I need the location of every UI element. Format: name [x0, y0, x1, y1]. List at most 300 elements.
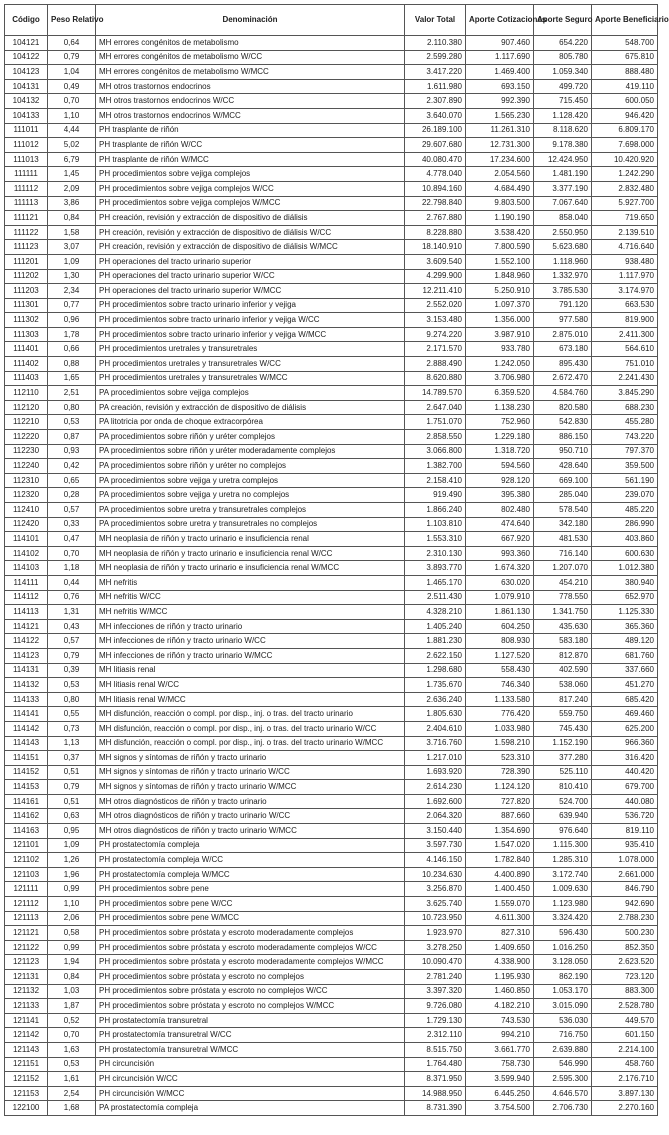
- table-row: [5, 123, 658, 138]
- cell-peso-relativo: 1,09: [48, 254, 96, 269]
- cell-aporte-cotizaciones: 1.079.910: [466, 590, 534, 605]
- cell-aporte-cotizaciones: 1.318.720: [466, 444, 534, 459]
- table-row: [5, 400, 658, 415]
- cell-aporte-beneficiario: 719.650: [592, 211, 658, 226]
- cell-denominacion: PH prostatectomía compleja W/CC: [96, 853, 405, 868]
- table-row: [5, 619, 658, 634]
- table-row: [5, 444, 658, 459]
- cell-denominacion: PH procedimientos sobre próstata y escroto no complejos W/MCC: [96, 999, 405, 1014]
- cell-denominacion: PH creación, revisión y extracción de dispositivo de diálisis W/CC: [96, 225, 405, 240]
- cell-valor-total: 3.597.730: [405, 838, 466, 853]
- cell-aporte-seguro: 2.672.470: [534, 371, 592, 386]
- cell-peso-relativo: 3,07: [48, 240, 96, 255]
- cell-aporte-seguro: 3.324.420: [534, 911, 592, 926]
- cell-aporte-seguro: 1.285.310: [534, 853, 592, 868]
- cell-codigo: 121131: [5, 970, 48, 985]
- table-row: [5, 386, 658, 401]
- cell-codigo: 111301: [5, 298, 48, 313]
- cell-codigo: 114122: [5, 634, 48, 649]
- cell-valor-total: 26.189.100: [405, 123, 466, 138]
- cell-peso-relativo: 0,53: [48, 415, 96, 430]
- cell-aporte-cotizaciones: 1.861.130: [466, 605, 534, 620]
- cell-denominacion: MH neoplasia de riñón y tracto urinario e insuficiencia renal W/MCC: [96, 561, 405, 576]
- cell-codigo: 114132: [5, 678, 48, 693]
- cell-aporte-seguro: 578.540: [534, 503, 592, 518]
- cell-peso-relativo: 0,79: [48, 50, 96, 65]
- cell-aporte-beneficiario: 2.270.160: [592, 1101, 658, 1116]
- cell-valor-total: 2.858.550: [405, 430, 466, 445]
- cell-aporte-seguro: 1.128.420: [534, 108, 592, 123]
- cell-aporte-seguro: 1.332.970: [534, 269, 592, 284]
- cell-codigo: 121113: [5, 911, 48, 926]
- header-denominacion: Denominación: [96, 5, 405, 36]
- cell-peso-relativo: 1,45: [48, 167, 96, 182]
- cell-aporte-beneficiario: 500.230: [592, 926, 658, 941]
- table-row: [5, 503, 658, 518]
- cell-aporte-beneficiario: 1.242.290: [592, 167, 658, 182]
- cell-codigo: 112420: [5, 517, 48, 532]
- cell-aporte-beneficiario: 942.690: [592, 897, 658, 912]
- cell-aporte-beneficiario: 600.630: [592, 546, 658, 561]
- cell-aporte-seguro: 454.210: [534, 575, 592, 590]
- cell-aporte-cotizaciones: 758.730: [466, 1057, 534, 1072]
- cell-codigo: 104123: [5, 65, 48, 80]
- cell-aporte-seguro: 5.623.680: [534, 240, 592, 255]
- cell-peso-relativo: 0,42: [48, 459, 96, 474]
- cell-aporte-beneficiario: 561.190: [592, 473, 658, 488]
- cell-codigo: 114151: [5, 751, 48, 766]
- cell-aporte-beneficiario: 935.410: [592, 838, 658, 853]
- cell-codigo: 114112: [5, 590, 48, 605]
- cell-denominacion: MH neoplasia de riñón y tracto urinario e insuficiencia renal W/CC: [96, 546, 405, 561]
- cell-peso-relativo: 0,55: [48, 707, 96, 722]
- cell-aporte-seguro: 820.580: [534, 400, 592, 415]
- cell-codigo: 112120: [5, 400, 48, 415]
- cell-codigo: 114131: [5, 663, 48, 678]
- cell-aporte-beneficiario: 3.174.970: [592, 284, 658, 299]
- cell-denominacion: PH operaciones del tracto urinario superior W/CC: [96, 269, 405, 284]
- cell-codigo: 111013: [5, 152, 48, 167]
- cell-peso-relativo: 0,64: [48, 36, 96, 51]
- cell-peso-relativo: 0,73: [48, 721, 96, 736]
- cell-aporte-cotizaciones: 1.469.400: [466, 65, 534, 80]
- cell-aporte-beneficiario: 286.990: [592, 517, 658, 532]
- cell-peso-relativo: 1,87: [48, 999, 96, 1014]
- cell-aporte-seguro: 559.750: [534, 707, 592, 722]
- cell-aporte-beneficiario: 455.280: [592, 415, 658, 430]
- cell-aporte-cotizaciones: 746.340: [466, 678, 534, 693]
- cell-valor-total: 2.622.150: [405, 648, 466, 663]
- cell-denominacion: PA litotricia por onda de choque extracorpórea: [96, 415, 405, 430]
- header-codigo: Código: [5, 5, 48, 36]
- cell-valor-total: 4.299.900: [405, 269, 466, 284]
- cell-denominacion: PH creación, revisión y extracción de dispositivo de diálisis W/MCC: [96, 240, 405, 255]
- cell-aporte-cotizaciones: 604.250: [466, 619, 534, 634]
- cell-valor-total: 3.609.540: [405, 254, 466, 269]
- table-row: [5, 1057, 658, 1072]
- cell-aporte-cotizaciones: 1.400.450: [466, 882, 534, 897]
- cell-valor-total: 14.789.570: [405, 386, 466, 401]
- cell-valor-total: 10.723.950: [405, 911, 466, 926]
- cell-aporte-beneficiario: 1.012.380: [592, 561, 658, 576]
- cell-aporte-cotizaciones: 1.097.370: [466, 298, 534, 313]
- cell-peso-relativo: 0,96: [48, 313, 96, 328]
- cell-aporte-seguro: 2.595.300: [534, 1072, 592, 1087]
- cell-aporte-beneficiario: 3.845.290: [592, 386, 658, 401]
- table-row: [5, 984, 658, 999]
- cell-aporte-cotizaciones: 1.033.980: [466, 721, 534, 736]
- cell-aporte-seguro: 1.123.980: [534, 897, 592, 912]
- cell-valor-total: 22.798.840: [405, 196, 466, 211]
- cell-denominacion: PA procedimientos sobre riñón y uréter moderadamente complejos: [96, 444, 405, 459]
- cell-aporte-beneficiario: 1.078.000: [592, 853, 658, 868]
- cell-denominacion: MH signos y síntomas de riñón y tracto urinario W/MCC: [96, 780, 405, 795]
- cell-aporte-beneficiario: 2.832.480: [592, 181, 658, 196]
- table-row: [5, 1101, 658, 1116]
- cell-aporte-seguro: 538.060: [534, 678, 592, 693]
- cell-peso-relativo: 0,57: [48, 634, 96, 649]
- cell-aporte-cotizaciones: 1.138.230: [466, 400, 534, 415]
- table-row: [5, 765, 658, 780]
- table-row: [5, 648, 658, 663]
- cell-codigo: 114143: [5, 736, 48, 751]
- cell-aporte-beneficiario: 846.790: [592, 882, 658, 897]
- cell-aporte-cotizaciones: 5.250.910: [466, 284, 534, 299]
- cell-peso-relativo: 1,10: [48, 897, 96, 912]
- cell-peso-relativo: 1,30: [48, 269, 96, 284]
- cell-codigo: 111111: [5, 167, 48, 182]
- cell-codigo: 111011: [5, 123, 48, 138]
- cell-valor-total: 3.625.740: [405, 897, 466, 912]
- cell-aporte-beneficiario: 403.860: [592, 532, 658, 547]
- cell-peso-relativo: 0,70: [48, 94, 96, 109]
- cell-aporte-seguro: 2.550.950: [534, 225, 592, 240]
- cell-codigo: 104122: [5, 50, 48, 65]
- cell-valor-total: 14.988.950: [405, 1086, 466, 1101]
- cell-aporte-beneficiario: 797.370: [592, 444, 658, 459]
- cell-aporte-seguro: 2.706.730: [534, 1101, 592, 1116]
- cell-aporte-cotizaciones: 7.800.590: [466, 240, 534, 255]
- table-row: [5, 707, 658, 722]
- cell-codigo: 111302: [5, 313, 48, 328]
- cell-codigo: 114111: [5, 575, 48, 590]
- cell-valor-total: 3.278.250: [405, 940, 466, 955]
- cell-peso-relativo: 0,52: [48, 1013, 96, 1028]
- cell-aporte-beneficiario: 819.900: [592, 313, 658, 328]
- cell-aporte-seguro: 654.220: [534, 36, 592, 51]
- cell-aporte-cotizaciones: 1.190.190: [466, 211, 534, 226]
- cell-codigo: 111401: [5, 342, 48, 357]
- cell-aporte-cotizaciones: 727.820: [466, 794, 534, 809]
- cell-valor-total: 1.298.680: [405, 663, 466, 678]
- cell-codigo: 114163: [5, 824, 48, 839]
- cell-aporte-seguro: 895.430: [534, 357, 592, 372]
- cell-aporte-beneficiario: 2.139.510: [592, 225, 658, 240]
- table-row: [5, 692, 658, 707]
- cell-aporte-seguro: 950.710: [534, 444, 592, 459]
- cell-aporte-seguro: 536.030: [534, 1013, 592, 1028]
- cell-valor-total: 1.611.980: [405, 79, 466, 94]
- cell-denominacion: MH nefritis W/MCC: [96, 605, 405, 620]
- table-row: [5, 65, 658, 80]
- cell-peso-relativo: 0,44: [48, 575, 96, 590]
- cell-aporte-seguro: 1.207.070: [534, 561, 592, 576]
- cell-aporte-seguro: 546.990: [534, 1057, 592, 1072]
- cell-codigo: 121103: [5, 867, 48, 882]
- cell-aporte-seguro: 1.059.340: [534, 65, 592, 80]
- table-row: [5, 254, 658, 269]
- cell-denominacion: PH procedimientos sobre próstata y escroto moderadamente complejos: [96, 926, 405, 941]
- cell-valor-total: 1.735.670: [405, 678, 466, 693]
- cell-aporte-cotizaciones: 395.380: [466, 488, 534, 503]
- cell-aporte-cotizaciones: 474.640: [466, 517, 534, 532]
- cell-peso-relativo: 1,61: [48, 1072, 96, 1087]
- cell-denominacion: PA prostatectomía compleja: [96, 1101, 405, 1116]
- cell-aporte-cotizaciones: 17.234.600: [466, 152, 534, 167]
- header-aporte-beneficiario: Aporte Beneficiario: [592, 5, 658, 36]
- cell-denominacion: PH procedimientos sobre próstata y escroto no complejos W/CC: [96, 984, 405, 999]
- cell-aporte-beneficiario: 449.570: [592, 1013, 658, 1028]
- cell-codigo: 114133: [5, 692, 48, 707]
- cell-denominacion: PA procedimientos sobre uretra y transuretrales no complejos: [96, 517, 405, 532]
- cell-denominacion: MH infecciones de riñón y tracto urinario: [96, 619, 405, 634]
- cell-aporte-seguro: 810.410: [534, 780, 592, 795]
- cell-codigo: 121132: [5, 984, 48, 999]
- cell-aporte-seguro: 1.341.750: [534, 605, 592, 620]
- cell-codigo: 112210: [5, 415, 48, 430]
- cell-codigo: 104131: [5, 79, 48, 94]
- cell-valor-total: 3.893.770: [405, 561, 466, 576]
- cell-aporte-seguro: 583.180: [534, 634, 592, 649]
- cell-denominacion: PH procedimientos uretrales y transuretrales W/CC: [96, 357, 405, 372]
- cell-valor-total: 1.465.170: [405, 575, 466, 590]
- table-row: [5, 882, 658, 897]
- cell-denominacion: PH prostatectomía compleja: [96, 838, 405, 853]
- cell-aporte-beneficiario: 451.270: [592, 678, 658, 693]
- cell-denominacion: MH neoplasia de riñón y tracto urinario e insuficiencia renal: [96, 532, 405, 547]
- table-row: [5, 911, 658, 926]
- cell-valor-total: 8.371.950: [405, 1072, 466, 1087]
- cell-codigo: 112220: [5, 430, 48, 445]
- cell-denominacion: PH procedimientos sobre próstata y escroto no complejos: [96, 970, 405, 985]
- cell-denominacion: PH procedimientos sobre pene W/CC: [96, 897, 405, 912]
- cell-valor-total: 3.640.070: [405, 108, 466, 123]
- cell-valor-total: 10.090.470: [405, 955, 466, 970]
- cell-aporte-seguro: 499.720: [534, 79, 592, 94]
- cell-aporte-cotizaciones: 1.356.000: [466, 313, 534, 328]
- cell-codigo: 104133: [5, 108, 48, 123]
- cell-peso-relativo: 1,10: [48, 108, 96, 123]
- cell-codigo: 112410: [5, 503, 48, 518]
- cell-aporte-seguro: 805.780: [534, 50, 592, 65]
- cell-aporte-cotizaciones: 1.552.100: [466, 254, 534, 269]
- cell-aporte-seguro: 7.067.640: [534, 196, 592, 211]
- cell-aporte-cotizaciones: 887.660: [466, 809, 534, 824]
- cell-peso-relativo: 0,57: [48, 503, 96, 518]
- cell-codigo: 104121: [5, 36, 48, 51]
- cell-aporte-seguro: 8.118.620: [534, 123, 592, 138]
- cell-denominacion: MH litiasis renal W/CC: [96, 678, 405, 693]
- cell-peso-relativo: 3,86: [48, 196, 96, 211]
- cell-aporte-seguro: 977.580: [534, 313, 592, 328]
- cell-valor-total: 2.310.130: [405, 546, 466, 561]
- cell-valor-total: 8.228.880: [405, 225, 466, 240]
- cell-peso-relativo: 1,18: [48, 561, 96, 576]
- cell-valor-total: 10.234.630: [405, 867, 466, 882]
- cell-aporte-seguro: 596.430: [534, 926, 592, 941]
- cell-peso-relativo: 0,80: [48, 400, 96, 415]
- cell-peso-relativo: 1,26: [48, 853, 96, 868]
- table-row: [5, 590, 658, 605]
- cell-denominacion: PH procedimientos sobre tracto urinario inferior y vejiga: [96, 298, 405, 313]
- cell-aporte-beneficiario: 359.500: [592, 459, 658, 474]
- cell-valor-total: 1.805.630: [405, 707, 466, 722]
- cell-codigo: 111113: [5, 196, 48, 211]
- cell-denominacion: PH procedimientos sobre vejiga complejos: [96, 167, 405, 182]
- cell-peso-relativo: 0,53: [48, 1057, 96, 1072]
- table-row: [5, 371, 658, 386]
- header-row: [5, 5, 658, 36]
- cell-aporte-beneficiario: 458.760: [592, 1057, 658, 1072]
- cell-codigo: 114162: [5, 809, 48, 824]
- cell-aporte-seguro: 4.646.570: [534, 1086, 592, 1101]
- cell-aporte-cotizaciones: 3.599.940: [466, 1072, 534, 1087]
- cell-aporte-seguro: 3.172.740: [534, 867, 592, 882]
- cell-valor-total: 3.417.220: [405, 65, 466, 80]
- cell-aporte-beneficiario: 679.700: [592, 780, 658, 795]
- cell-valor-total: 3.066.800: [405, 444, 466, 459]
- cell-codigo: 122100: [5, 1101, 48, 1116]
- cell-denominacion: MH litiasis renal: [96, 663, 405, 678]
- cell-aporte-beneficiario: 751.010: [592, 357, 658, 372]
- cell-aporte-beneficiario: 6.809.170: [592, 123, 658, 138]
- cell-valor-total: 1.103.810: [405, 517, 466, 532]
- cell-aporte-seguro: 1.481.190: [534, 167, 592, 182]
- cell-aporte-cotizaciones: 3.706.980: [466, 371, 534, 386]
- cell-aporte-beneficiario: 888.480: [592, 65, 658, 80]
- cell-aporte-cotizaciones: 3.754.500: [466, 1101, 534, 1116]
- cell-valor-total: 1.217.010: [405, 751, 466, 766]
- cell-valor-total: 3.716.760: [405, 736, 466, 751]
- cell-denominacion: MH errores congénitos de metabolismo: [96, 36, 405, 51]
- cell-codigo: 121141: [5, 1013, 48, 1028]
- cell-peso-relativo: 0,58: [48, 926, 96, 941]
- cell-aporte-seguro: 481.530: [534, 532, 592, 547]
- table-row: [5, 897, 658, 912]
- cell-denominacion: MH disfunción, reacción o compl. por disp., inj. o tras. del tracto urinario W/CC: [96, 721, 405, 736]
- cell-aporte-seguro: 525.110: [534, 765, 592, 780]
- cell-codigo: 114121: [5, 619, 48, 634]
- table-row: [5, 999, 658, 1014]
- cell-valor-total: 29.607.680: [405, 138, 466, 153]
- cell-aporte-beneficiario: 2.241.430: [592, 371, 658, 386]
- cell-aporte-beneficiario: 239.070: [592, 488, 658, 503]
- cell-peso-relativo: 0,79: [48, 780, 96, 795]
- cell-peso-relativo: 2,09: [48, 181, 96, 196]
- cell-denominacion: PH procedimientos sobre tracto urinario inferior y vejiga W/CC: [96, 313, 405, 328]
- cell-peso-relativo: 1,94: [48, 955, 96, 970]
- cell-aporte-cotizaciones: 1.195.930: [466, 970, 534, 985]
- cell-denominacion: PH creación, revisión y extracción de dispositivo de diálisis: [96, 211, 405, 226]
- cell-denominacion: PH procedimientos sobre pene: [96, 882, 405, 897]
- cell-aporte-cotizaciones: 6.359.520: [466, 386, 534, 401]
- table-row: [5, 561, 658, 576]
- cell-aporte-cotizaciones: 928.120: [466, 473, 534, 488]
- cell-valor-total: 2.064.320: [405, 809, 466, 824]
- cell-peso-relativo: 0,43: [48, 619, 96, 634]
- cell-peso-relativo: 0,76: [48, 590, 96, 605]
- cell-valor-total: 2.767.880: [405, 211, 466, 226]
- cell-valor-total: 1.923.970: [405, 926, 466, 941]
- cell-denominacion: PH procedimientos sobre próstata y escroto moderadamente complejos W/MCC: [96, 955, 405, 970]
- table-row: [5, 50, 658, 65]
- cell-denominacion: MH litiasis renal W/MCC: [96, 692, 405, 707]
- cell-aporte-cotizaciones: 4.182.210: [466, 999, 534, 1014]
- cell-aporte-cotizaciones: 594.560: [466, 459, 534, 474]
- cell-aporte-cotizaciones: 1.460.850: [466, 984, 534, 999]
- table-row: [5, 970, 658, 985]
- cell-aporte-beneficiario: 2.661.000: [592, 867, 658, 882]
- table-row: [5, 546, 658, 561]
- cell-aporte-beneficiario: 1.117.970: [592, 269, 658, 284]
- cell-aporte-seguro: 3.785.530: [534, 284, 592, 299]
- cell-valor-total: 8.731.390: [405, 1101, 466, 1116]
- cell-denominacion: PH operaciones del tracto urinario superior W/MCC: [96, 284, 405, 299]
- cell-denominacion: PH trasplante de riñón W/CC: [96, 138, 405, 153]
- cell-aporte-cotizaciones: 6.445.250: [466, 1086, 534, 1101]
- cell-aporte-cotizaciones: 693.150: [466, 79, 534, 94]
- cell-denominacion: PH circuncisión W/CC: [96, 1072, 405, 1087]
- table-row: [5, 926, 658, 941]
- table-row: [5, 678, 658, 693]
- cell-peso-relativo: 0,99: [48, 940, 96, 955]
- cell-aporte-beneficiario: 883.300: [592, 984, 658, 999]
- cell-peso-relativo: 2,51: [48, 386, 96, 401]
- cell-peso-relativo: 0,70: [48, 1028, 96, 1043]
- table-row: [5, 79, 658, 94]
- cell-codigo: 114123: [5, 648, 48, 663]
- cell-peso-relativo: 0,49: [48, 79, 96, 94]
- table-row: [5, 736, 658, 751]
- cell-aporte-beneficiario: 723.120: [592, 970, 658, 985]
- cell-aporte-cotizaciones: 1.229.180: [466, 430, 534, 445]
- cell-aporte-beneficiario: 743.220: [592, 430, 658, 445]
- table-row: [5, 838, 658, 853]
- table-row: [5, 313, 658, 328]
- cell-peso-relativo: 0,79: [48, 648, 96, 663]
- cell-aporte-seguro: 745.430: [534, 721, 592, 736]
- cell-aporte-cotizaciones: 1.848.960: [466, 269, 534, 284]
- cell-aporte-cotizaciones: 1.242.050: [466, 357, 534, 372]
- table-row: [5, 1028, 658, 1043]
- cell-denominacion: PA procedimientos sobre riñón y uréter no complejos: [96, 459, 405, 474]
- cell-valor-total: 2.647.040: [405, 400, 466, 415]
- cell-aporte-cotizaciones: 4.338.900: [466, 955, 534, 970]
- cell-aporte-seguro: 285.040: [534, 488, 592, 503]
- table-row: [5, 211, 658, 226]
- table-row: [5, 721, 658, 736]
- cell-codigo: 114153: [5, 780, 48, 795]
- cell-denominacion: PA procedimientos sobre uretra y transuretrales complejos: [96, 503, 405, 518]
- cell-peso-relativo: 0,33: [48, 517, 96, 532]
- cell-peso-relativo: 1,13: [48, 736, 96, 751]
- cell-denominacion: PH circuncisión W/MCC: [96, 1086, 405, 1101]
- table-row: [5, 488, 658, 503]
- cell-denominacion: PH procedimientos uretrales y transuretrales W/MCC: [96, 371, 405, 386]
- table-body: [5, 36, 658, 1116]
- cell-denominacion: MH signos y síntomas de riñón y tracto urinario W/CC: [96, 765, 405, 780]
- cell-aporte-beneficiario: 681.760: [592, 648, 658, 663]
